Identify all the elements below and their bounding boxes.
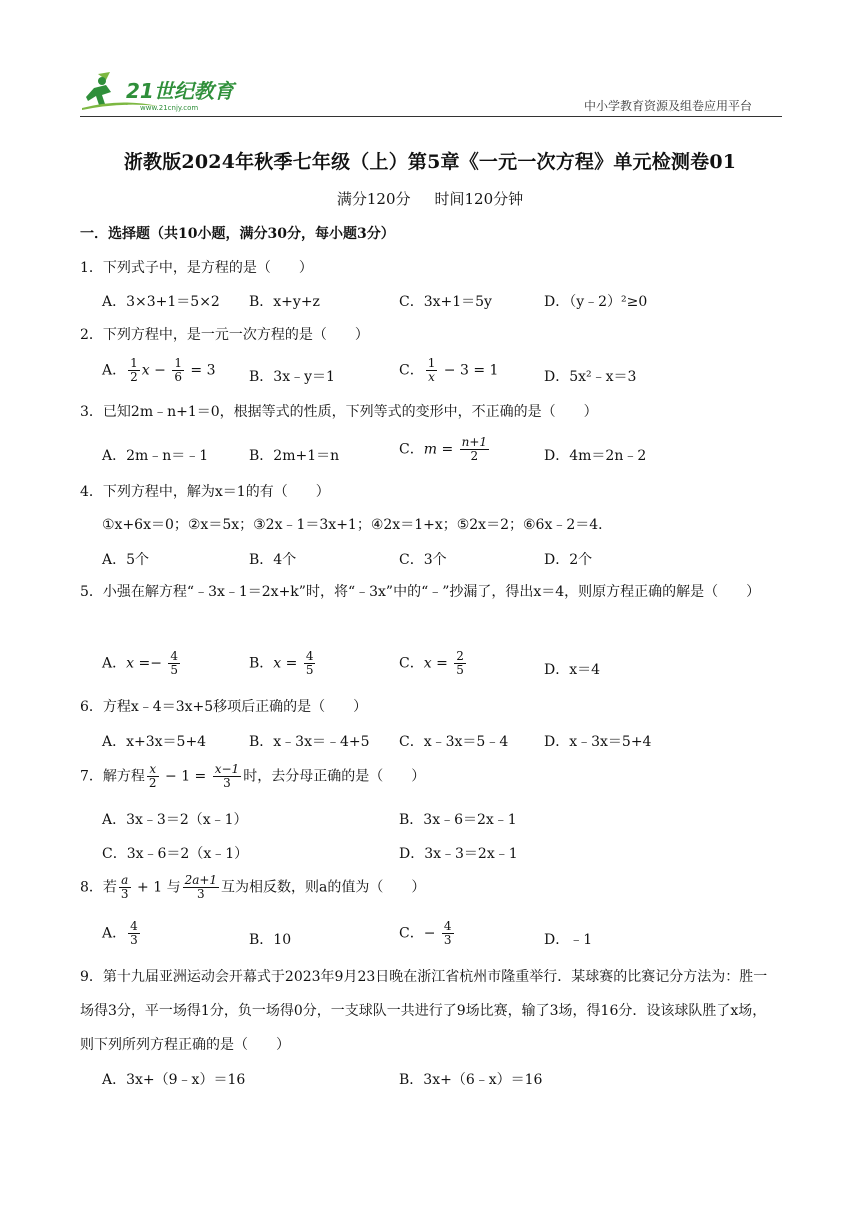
q1-option-c: C．3x+1＝5y [399,294,492,310]
q8-option-a: A． $\frac{4}{3}$ [102,919,138,947]
q2-option-c: C． $\frac{1}{x}$ − 3 = 1 [399,356,499,384]
q1-option-d: D．（y﹣2）²≥0 [544,294,648,310]
q4-option-d: D．2个 [544,552,593,568]
section-heading: 一．选择题（共10小题，满分30分，每小题3分） [80,226,395,242]
q9-option-b: B．3x+（6﹣x）＝16 [399,1072,543,1088]
q6-option-c: C．x﹣3x＝5﹣4 [399,734,509,750]
question-2-stem: 2．下列方程中，是一元一次方程的是（ ） [80,327,369,343]
exam-title: 浙教版2024年秋季七年级（上）第5章《一元一次方程》单元检测卷01 [123,151,737,173]
q2-option-b: B．3x﹣y＝1 [249,369,335,385]
q5-option-c: C．x = $\frac{2}{5}$ [399,649,464,677]
q4-option-b: B．4个 [249,552,297,568]
q6-option-a: A．x+3x＝5+4 [102,734,207,750]
q3-option-a: A．2m﹣n＝﹣1 [102,448,209,464]
q7-option-b: B．3x﹣6＝2x﹣1 [399,812,517,828]
question-4-stem: 4．下列方程中，解为x＝1的有（ ） [80,484,330,500]
question-8-stem: 8．若 $\frac{a}{3}$ + 1 与 $\frac{2a+1}{3}$ 互为相反数，则a的值为（ ） [80,873,426,901]
question-5-stem: 5．小强在解方程“﹣3x﹣1＝2x+k”时，将“﹣3x”中的“﹣”抄漏了，得出x＝4，则原方程正确的解是（ ） [80,584,761,600]
exam-subtitle [0,188,860,209]
q3-option-d: D．4m＝2n﹣2 [544,448,647,464]
question-7-stem: 7．解方程 $\frac{x}{2}$ − 1 = $\frac{x-1}{3}$ 时，去分母正确的是（ ） [80,762,426,790]
q1-option-b: B．x+y+z [249,294,320,310]
time-limit: 时间120分钟 [434,190,524,208]
q4-option-a: A．5个 [102,552,150,568]
q6-option-d: D．x﹣3x＝5+4 [544,734,652,750]
q4-option-c: C．3个 [399,552,447,568]
q3-option-b: B．2m+1＝n [249,448,340,464]
q2-option-a: A． $\frac{1}{2}$ x − $\frac{1}{6}$ = 3 [102,356,216,384]
page-header [0,0,860,120]
q9-option-a: A．3x+（9﹣x）＝16 [102,1072,246,1088]
q7-option-c: C．3x﹣6＝2（x﹣1） [102,846,249,862]
q3-option-c: C．m = $\frac{n+1}{2}$ [399,435,488,463]
platform-name: 中小学教育资源及组卷应用平台 [583,99,752,113]
q5-option-a: A．x =− $\frac{4}{5}$ [102,649,179,677]
question-3-stem: 3．已知2m﹣n+1＝0，根据等式的性质，下列等式的变形中，不正确的是（ ） [80,404,598,420]
full-score: 满分120分 [336,190,411,208]
q8-option-c: C．− $\frac{4}{3}$ [399,919,452,947]
q6-option-b: B．x﹣3x＝﹣4+5 [249,734,370,750]
q5-option-b: B．x = $\frac{4}{5}$ [249,649,314,677]
q5-option-d: D．x＝4 [544,662,601,678]
header-divider [80,116,782,117]
svg-text:21世纪教育: 21世纪教育 [126,79,234,103]
q8-option-b: B．10 [249,932,292,948]
question-9-stem: 9．第十九届亚洲运动会开幕式于2023年9月23日晚在浙江省杭州市隆重举行．某球赛的比赛记分方法为：胜一场得3分，平一场得1分，负一场得0分，一支球队一共进行了9场比赛，输了3场，得16分．设该球队胜了x场，则下列所列方程正确的是（ ） [80,969,768,1053]
q7-option-a: A．3x﹣3＝2（x﹣1） [102,812,248,828]
question-1-stem: 1．下列式子中，是方程的是（ ） [80,260,313,276]
svg-text:www.21cnjy.com: www.21cnjy.com [140,104,199,112]
q4-equation-list: ①x+6x＝0；②x＝5x；③2x﹣1＝3x+1；④2x＝1+x；⑤2x＝2；⑥6x﹣2＝4． [102,517,613,533]
q8-option-d: D．﹣1 [544,932,593,948]
logo [80,68,250,114]
q7-option-d: D．3x﹣3＝2x﹣1 [399,846,518,862]
q2-option-d: D．5x²﹣x＝3 [544,369,637,385]
question-6-stem: 6．方程x﹣4＝3x+5移项后正确的是（ ） [80,699,368,715]
q1-option-a: A．3×3+1＝5×2 [102,294,220,310]
runner-logo-icon [80,68,250,114]
